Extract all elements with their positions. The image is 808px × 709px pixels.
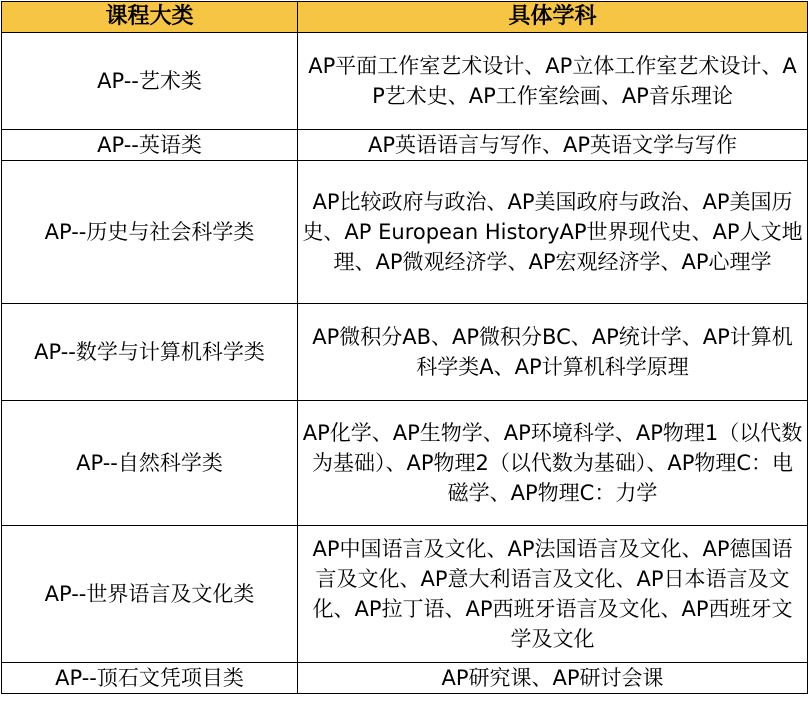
subjects-cell: AP化学、AP生物学、AP环境科学、AP物理1（以代数为基础）、AP物理2（以代数为基础）、AP物理C：电磁学、AP物理C：力学 (298, 401, 808, 526)
header-row (2, 2, 808, 33)
table-row (2, 526, 808, 663)
header-course-category: 课程大类 (2, 2, 298, 33)
ap-course-table (1, 1, 808, 694)
table-row (2, 33, 808, 130)
table-header (2, 2, 808, 33)
table-row (2, 161, 808, 304)
category-cell: AP--艺术类 (2, 33, 298, 130)
category-cell: AP--历史与社会科学类 (2, 161, 298, 304)
table-row (2, 401, 808, 526)
category-cell: AP--世界语言及文化类 (2, 526, 298, 663)
category-cell: AP--数学与计算机科学类 (2, 304, 298, 401)
subjects-cell: AP平面工作室艺术设计、AP立体工作室艺术设计、AP艺术史、AP工作室绘画、AP音乐理论 (298, 33, 808, 130)
category-cell: AP--自然科学类 (2, 401, 298, 526)
category-cell: AP--英语类 (2, 130, 298, 161)
category-cell: AP--顶石文凭项目类 (2, 663, 298, 694)
table-body (2, 33, 808, 694)
table-row (2, 304, 808, 401)
table-row (2, 663, 808, 694)
subjects-cell: AP研究课、AP研讨会课 (298, 663, 808, 694)
header-specific-subjects: 具体学科 (298, 2, 808, 33)
table-row (2, 130, 808, 161)
subjects-cell: AP英语语言与写作、AP英语文学与写作 (298, 130, 808, 161)
subjects-cell: AP比较政府与政治、AP美国政府与政治、AP美国历史、AP European HistoryAP世界现代史、AP人文地理、AP微观经济学、AP宏观经济学、AP心理学 (298, 161, 808, 304)
subjects-cell: AP中国语言及文化、AP法国语言及文化、AP德国语言及文化、AP意大利语言及文化、AP日本语言及文化、AP拉丁语、AP西班牙语言及文化、AP西班牙文学及文化 (298, 526, 808, 663)
subjects-cell: AP微积分AB、AP微积分BC、AP统计学、AP计算机科学类A、AP计算机科学原理 (298, 304, 808, 401)
